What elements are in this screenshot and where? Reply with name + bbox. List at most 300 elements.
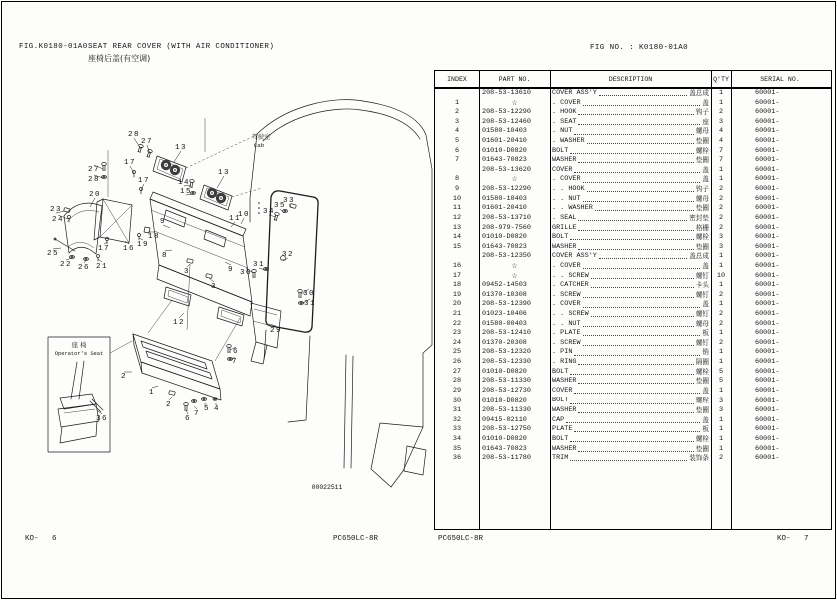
col-header-qty: Q'TY — [713, 75, 729, 83]
callout-21: 21 — [95, 263, 109, 271]
cell-description: . . NUT 螺母 — [552, 194, 709, 203]
cell-index: 7 — [454, 156, 460, 165]
cell-serial: 60001- — [755, 290, 780, 299]
dot-leader — [583, 307, 701, 308]
cell-index: 17 — [452, 271, 462, 280]
cell-description: WASHER 垫圈 — [552, 156, 709, 165]
callout-2: 2 — [165, 401, 173, 409]
cell-qty: 7 — [718, 156, 724, 165]
cell-index: 27 — [452, 367, 462, 376]
cell-description: . COVER 盖 — [552, 98, 709, 107]
callout-16: 16 — [122, 245, 136, 253]
callout-30: 30 — [302, 290, 316, 298]
cell-part-no: 09415-02110 — [482, 415, 527, 424]
cell-qty: 2 — [718, 213, 724, 222]
cell-index: 30 — [452, 396, 462, 405]
dot-leader — [578, 249, 693, 250]
cell-index: 12 — [452, 213, 462, 222]
cell-qty: 1 — [718, 415, 724, 424]
cell-description: . HOOK 钩子 — [552, 108, 709, 117]
cell-qty: 1 — [718, 165, 724, 174]
callout-leader — [90, 198, 95, 207]
cell-qty: 2 — [718, 108, 724, 117]
cell-serial: 60001- — [755, 300, 780, 309]
cell-part-no: ☆ — [511, 271, 518, 280]
cell-index: 4 — [454, 127, 460, 136]
cell-description: BOLT 螺栓 — [552, 396, 709, 405]
cell-qty: 3 — [718, 242, 724, 251]
callout-13: 13 — [174, 144, 188, 152]
callout-leader — [139, 238, 143, 240]
callout-32: 32 — [281, 251, 295, 259]
cell-qty: 2 — [718, 204, 724, 213]
dot-leader — [570, 153, 693, 154]
cell-part-no: 208-53-12350 — [482, 252, 531, 261]
table-row — [435, 368, 831, 378]
cell-index: 31 — [452, 406, 462, 415]
cell-description: . SEAT 座 — [552, 117, 709, 126]
cell-serial: 60001- — [755, 406, 780, 415]
callout-23: 23 — [49, 206, 63, 214]
cell-description: BOLT 螺栓 — [552, 146, 709, 155]
cell-serial: 60001- — [755, 338, 780, 347]
cell-index: 1 — [454, 98, 460, 107]
dot-leader — [578, 364, 693, 365]
callout-10: 10 — [237, 211, 251, 219]
cell-index: 22 — [452, 319, 462, 328]
cell-serial: 60001- — [755, 127, 780, 136]
callout-34: 34 — [262, 208, 276, 216]
cell-serial: 60001- — [755, 175, 780, 184]
cell-index: 13 — [452, 223, 462, 232]
dot-leader — [591, 287, 694, 288]
cell-description: . . SCREW 螺钉 — [552, 310, 709, 318]
table-row — [435, 387, 831, 397]
cell-qty: 1 — [718, 175, 724, 184]
cell-index — [435, 252, 479, 262]
page-title-cn: 座椅后盖(有空调) — [88, 54, 151, 63]
cell-description: BOLT 螺栓 — [552, 367, 709, 376]
drawing-number: 00022511 — [311, 484, 343, 491]
cab-label-cn: 驾驶室 — [251, 134, 271, 141]
cell-part-no: 01580-10403 — [482, 194, 527, 203]
cell-description: . RING 隔圈 — [552, 358, 709, 367]
cell-index — [435, 89, 479, 99]
dot-leader — [566, 422, 700, 423]
cell-part-no: 01010-D0820 — [482, 434, 527, 443]
cell-description: COVER ASS'Y 盖总成 — [552, 252, 709, 261]
callout-17: 17 — [97, 245, 111, 253]
cell-qty: 1 — [718, 98, 724, 107]
cell-serial: 60001- — [755, 425, 780, 434]
dot-leader — [574, 431, 700, 432]
cell-qty: 10 — [716, 271, 726, 280]
table-row — [435, 435, 831, 445]
cell-part-no: 208-53-12320 — [482, 348, 531, 357]
callout-17: 17 — [137, 177, 151, 185]
cell-index: 35 — [452, 444, 462, 453]
cell-part-no: 208-53-11780 — [482, 454, 531, 463]
table-row — [435, 272, 831, 282]
cell-index: 6 — [454, 146, 460, 155]
callout-9: 9 — [227, 266, 235, 274]
cell-index: 3 — [454, 117, 460, 126]
table-row — [435, 425, 831, 435]
callout-2: 2 — [120, 373, 128, 381]
table-row — [435, 175, 831, 185]
cell-serial: 60001- — [755, 348, 780, 357]
table-row — [435, 348, 831, 358]
cell-description: PLATE 板 — [552, 425, 709, 434]
fig-label: FIG.K0180-01A0 — [19, 43, 88, 51]
cell-description: . PLATE 板 — [552, 329, 709, 338]
cell-qty: 3 — [718, 117, 724, 126]
callout-7: 7 — [231, 358, 239, 366]
cell-serial: 60001- — [755, 89, 780, 97]
seat-label-cn: 座 椅 — [71, 341, 87, 349]
cell-qty: 1 — [718, 252, 724, 261]
cell-part-no: 01370-20308 — [482, 338, 527, 347]
table-body — [435, 89, 831, 464]
cell-description: . COVER 盖 — [552, 261, 709, 270]
cell-index: 32 — [452, 415, 462, 424]
cell-index: 5 — [454, 137, 460, 146]
callout-leader — [165, 250, 172, 251]
callout-31: 31 — [252, 261, 266, 269]
table-row — [435, 195, 831, 205]
callout-28: 28 — [87, 176, 101, 184]
callout-14: 14 — [177, 179, 191, 187]
callout-numbers — [47, 131, 316, 423]
cell-description: CAP 盖 — [552, 415, 709, 424]
cell-qty: 3 — [718, 233, 724, 242]
dot-leader — [583, 335, 701, 336]
callout-leader — [217, 176, 224, 188]
table-row — [435, 397, 831, 407]
dot-leader — [583, 297, 694, 298]
cell-serial: 60001- — [755, 377, 780, 386]
cell-index: 16 — [452, 261, 462, 270]
callout-18: 18 — [147, 233, 161, 241]
cell-index: 18 — [452, 281, 462, 290]
cell-serial: 60001- — [755, 329, 780, 338]
table-row — [435, 108, 831, 118]
cell-part-no: 208-53-12460 — [482, 117, 531, 126]
footer-page-right: KO- 7 — [777, 535, 809, 543]
cell-part-no: 208-53-12730 — [482, 386, 531, 395]
cell-index: 34 — [452, 434, 462, 443]
dot-leader — [578, 114, 693, 115]
cell-qty: 4 — [718, 137, 724, 146]
cell-index: 14 — [452, 233, 462, 242]
cell-part-no: 01580-10403 — [482, 127, 527, 136]
cell-qty: 5 — [718, 377, 724, 386]
cell-qty: 2 — [718, 290, 724, 299]
callout-leader — [225, 262, 231, 265]
cell-part-no: 208-53-12290 — [482, 185, 531, 194]
cell-part-no: 01010-D0820 — [482, 233, 527, 242]
cell-serial: 60001- — [755, 233, 780, 242]
table-row — [435, 291, 831, 301]
table-row — [435, 166, 831, 176]
table-row — [435, 281, 831, 291]
cell-description: COVER 盖 — [552, 386, 709, 395]
cell-serial: 60001- — [755, 396, 780, 405]
dot-leader — [578, 220, 687, 221]
cell-index: 33 — [452, 425, 462, 434]
cell-qty: 2 — [718, 223, 724, 232]
callout-4: 4 — [213, 405, 221, 413]
cell-serial: 60001- — [755, 319, 780, 328]
dot-leader — [587, 143, 694, 144]
dot-leader — [583, 182, 701, 183]
cell-serial: 60001- — [755, 415, 780, 424]
cell-part-no: 01010-D0820 — [482, 367, 527, 376]
cell-part-no: 208-53-12410 — [482, 329, 531, 338]
cell-index: 20 — [452, 300, 462, 309]
table-row — [435, 243, 831, 253]
table-row — [435, 118, 831, 128]
table-row — [435, 89, 831, 99]
cell-part-no: 208-53-13610 — [482, 89, 531, 97]
callout-20: 20 — [88, 191, 102, 199]
cell-qty: 2 — [718, 185, 724, 194]
cell-part-no: 208-53-13620 — [482, 165, 531, 174]
cell-serial: 60001- — [755, 386, 780, 395]
callout-27: 27 — [87, 166, 101, 174]
cell-qty: 2 — [718, 338, 724, 347]
cell-description: GRILLE 格栅 — [552, 223, 709, 232]
callout-leader — [130, 166, 134, 173]
cell-index: 26 — [452, 358, 462, 367]
cell-qty: 1 — [718, 425, 724, 434]
table-row — [435, 156, 831, 166]
dot-leader — [574, 134, 693, 135]
footer-model-right: PC650LC-8R — [438, 535, 484, 543]
cell-qty: 1 — [718, 300, 724, 309]
cell-part-no: ☆ — [511, 98, 518, 107]
dot-leader — [570, 374, 693, 375]
callout-36: 36 — [95, 415, 109, 423]
cell-serial: 60001- — [755, 310, 780, 319]
cell-serial: 60001- — [755, 213, 780, 222]
dot-leader — [595, 210, 694, 211]
bottom-tray-cover — [133, 334, 221, 400]
cell-serial: 60001- — [755, 242, 780, 251]
cell-qty: 7 — [718, 146, 724, 155]
callout-5: 5 — [203, 405, 211, 413]
cell-serial: 60001- — [755, 223, 780, 232]
dot-leader — [583, 105, 701, 106]
cell-serial: 60001- — [755, 204, 780, 213]
callout-leader — [187, 264, 190, 267]
table-row — [435, 233, 831, 243]
dot-leader — [574, 172, 700, 173]
table-row — [435, 329, 831, 339]
table-header — [435, 71, 831, 89]
table-row — [435, 339, 831, 349]
dot-leader — [599, 258, 687, 259]
cell-description: . SCREW 螺钉 — [552, 338, 709, 347]
cell-index: 25 — [452, 348, 462, 357]
cell-index: 36 — [452, 454, 462, 463]
cell-serial: 60001- — [755, 194, 780, 203]
cell-index: 24 — [452, 338, 462, 347]
cell-description: BOLT 螺栓 — [552, 233, 709, 242]
cab-label-en: Cab — [253, 142, 265, 149]
dot-leader — [578, 383, 693, 384]
cell-description: . . SCREW 螺钉 — [552, 271, 709, 280]
cell-part-no: 208-53-11330 — [482, 406, 531, 415]
dot-leader — [591, 278, 694, 279]
dot-leader — [574, 393, 700, 394]
cell-part-no: ☆ — [511, 175, 518, 184]
table-row — [435, 377, 831, 387]
cell-part-no: 01370-10308 — [482, 290, 527, 299]
col-header-part: PART NO. — [498, 75, 531, 83]
cell-part-no: 208-53-12750 — [482, 425, 531, 434]
cell-serial: 60001- — [755, 137, 780, 146]
col-header-serial: SERIAL NO. — [760, 75, 800, 83]
callout-35: 35 — [273, 202, 287, 210]
callout-leader — [104, 242, 107, 244]
cell-description: . SCREW 螺钉 — [552, 290, 709, 299]
cell-description: . NUT 螺母 — [552, 127, 709, 136]
cell-index: 28 — [452, 377, 462, 386]
cell-part-no: 01010-D0820 — [482, 396, 527, 405]
cell-qty: 1 — [718, 434, 724, 443]
cell-qty: 1 — [718, 444, 724, 453]
table-row — [435, 358, 831, 368]
table-row — [435, 445, 831, 455]
table-row — [435, 406, 831, 416]
cell-description: COVER ASS'Y 盖总成 — [552, 89, 709, 97]
footer-model-left: PC650LC-8R — [333, 535, 379, 543]
cell-part-no: 01601-20410 — [482, 137, 527, 146]
table-row — [435, 214, 831, 224]
dot-leader — [578, 451, 693, 452]
table-row — [435, 127, 831, 137]
cell-qty: 1 — [718, 281, 724, 290]
callout-22: 22 — [59, 261, 73, 269]
table-row — [435, 416, 831, 426]
callout-11: 11 — [228, 215, 242, 223]
callout-33: 33 — [282, 197, 296, 205]
callout-leader — [209, 278, 214, 282]
cell-part-no: 01643-70823 — [482, 242, 527, 251]
cell-part-no: 208-53-12330 — [482, 358, 531, 367]
cell-description: . CATCHER 卡头 — [552, 281, 709, 290]
callout-31: 31 — [303, 300, 317, 308]
callout-6: 6 — [232, 348, 240, 356]
cell-serial: 60001- — [755, 117, 780, 126]
callout-leader — [194, 406, 197, 409]
cell-serial: 60001- — [755, 261, 780, 270]
cell-part-no: 01643-70823 — [482, 444, 527, 453]
callout-leader — [186, 410, 188, 414]
parts-table — [434, 70, 832, 530]
cell-part-no: 01643-70823 — [482, 156, 527, 165]
cell-qty: 2 — [718, 319, 724, 328]
cell-serial: 60001- — [755, 252, 780, 261]
exploded-diagram — [14, 70, 434, 532]
cell-part-no: 208-979-7560 — [482, 223, 531, 232]
dot-leader — [583, 326, 694, 327]
callout-leader — [152, 386, 158, 388]
cell-serial: 60001- — [755, 156, 780, 165]
cell-serial: 60001- — [755, 98, 780, 107]
cell-index — [435, 166, 479, 176]
cell-description: WASHER 垫圈 — [552, 377, 709, 386]
cell-serial: 60001- — [755, 454, 780, 463]
cell-serial: 60001- — [755, 108, 780, 117]
callout-30: 30 — [239, 269, 253, 277]
cell-index: 11 — [452, 204, 462, 213]
cell-qty: 5 — [718, 367, 724, 376]
dot-leader — [599, 95, 687, 96]
callout-25: 25 — [46, 250, 60, 258]
cell-description: WASHER 垫圈 — [552, 406, 709, 415]
cell-serial: 60001- — [755, 185, 780, 194]
cell-qty: 3 — [718, 396, 724, 405]
cell-part-no: 01601-20410 — [482, 204, 527, 213]
dot-leader — [583, 268, 701, 269]
dot-leader — [587, 191, 694, 192]
col-header-desc: DESCRIPTION — [608, 75, 653, 83]
dot-leader — [570, 239, 693, 240]
fan-grille — [200, 185, 232, 210]
dot-leader — [578, 412, 693, 413]
cell-serial: 60001- — [755, 367, 780, 376]
cell-qty: 2 — [718, 194, 724, 203]
cell-description: . . NUT 螺母 — [552, 319, 709, 328]
callout-26: 26 — [77, 264, 91, 272]
cell-index: 23 — [452, 329, 462, 338]
dot-leader — [570, 441, 693, 442]
cell-description: . COVER 盖 — [552, 300, 709, 309]
cell-description: . SEAL 密封垫 — [552, 213, 709, 222]
dot-leader — [578, 162, 693, 163]
callout-19: 19 — [136, 241, 150, 249]
callout-leader — [179, 313, 184, 318]
cell-index: 2 — [454, 108, 460, 117]
cell-index: 19 — [452, 290, 462, 299]
callout-29: 29 — [269, 327, 283, 335]
callout-8: 8 — [161, 252, 169, 260]
dot-leader — [578, 230, 693, 231]
cell-serial: 60001- — [755, 146, 780, 155]
cell-serial: 60001- — [755, 434, 780, 443]
callout-9: 9 — [159, 218, 167, 226]
cell-qty: 1 — [718, 358, 724, 367]
cell-index: 29 — [452, 386, 462, 395]
cell-description: WASHER 垫圈 — [552, 242, 709, 251]
callout-leader — [169, 397, 172, 400]
callout-17: 17 — [123, 159, 137, 167]
cell-serial: 60001- — [755, 444, 780, 453]
callout-leader — [98, 259, 102, 262]
callout-leader — [174, 151, 181, 162]
callout-12: 12 — [172, 319, 186, 327]
table-row — [435, 310, 831, 320]
callout-28: 28 — [127, 131, 141, 139]
page-title: SEAT REAR COVER (WITH AIR CONDITIONER) — [88, 43, 275, 51]
cell-qty: 1 — [718, 386, 724, 395]
cell-index: 21 — [452, 310, 462, 319]
cell-part-no: 208-53-12390 — [482, 300, 531, 309]
fig-no-right: FIG NO. : K0180-01A0 — [590, 44, 689, 52]
cell-description: BOLT 螺栓 — [552, 434, 709, 443]
